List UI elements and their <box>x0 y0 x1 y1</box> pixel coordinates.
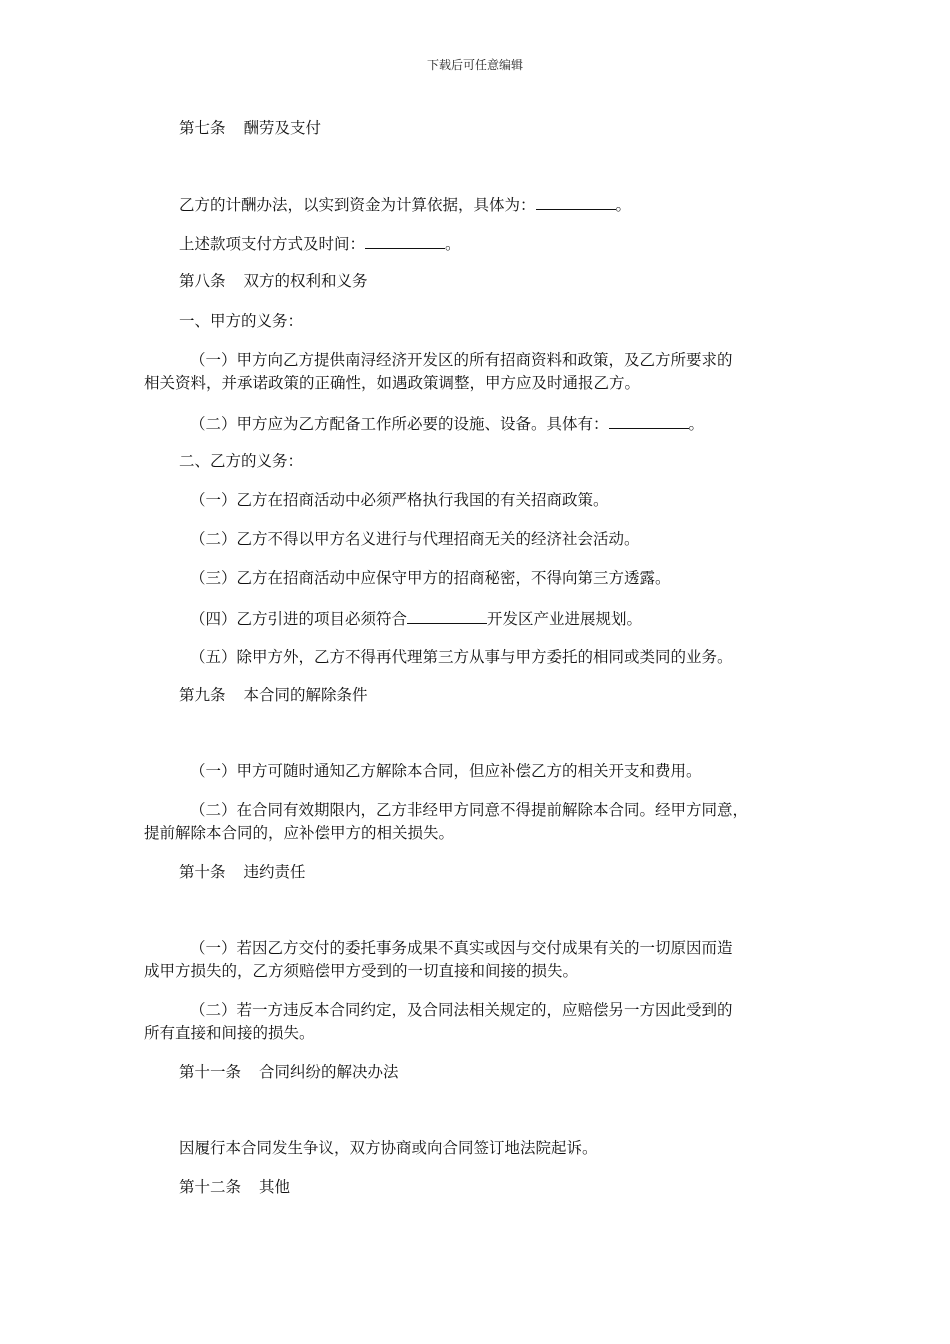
article-9-heading <box>179 684 843 707</box>
party-b-obligations-title: 二、乙方的义务： <box>179 452 304 470</box>
party-b-item-4-text: （四）乙方引进的项目必须符合 <box>190 610 408 628</box>
article-7-payment-terms <box>179 231 843 256</box>
article-12-heading <box>179 1176 843 1199</box>
article-12-title: 其他 <box>259 1178 291 1196</box>
party-b-item-4-end: 开发区产业进展规划。 <box>487 610 643 628</box>
article-11-number: 第十一条 <box>179 1063 242 1081</box>
article-7-heading <box>179 117 843 140</box>
party-a-obligations-title: 一、甲方的义务： <box>179 312 304 330</box>
calc-method-text: 乙方的计酬办法，以实到资金为计算依据，具体为： <box>179 196 536 214</box>
payment-terms-blank <box>365 231 445 249</box>
article-7-number: 第七条 <box>179 119 226 137</box>
article-8-heading <box>179 270 843 293</box>
party-a-item-1-line-2: 相关资料，并承诺政策的正确性，如遇政策调整，甲方应及时通报乙方。 <box>144 374 641 392</box>
payment-terms-text: 上述款项支付方式及时间： <box>179 235 366 253</box>
article-12-number: 第十二条 <box>179 1178 242 1196</box>
liability-item-2-line-2: 所有直接和间接的损失。 <box>144 1024 315 1042</box>
dispute-resolution-text: 因履行本合同发生争议，双方协商或向合同签订地法院起诉。 <box>179 1139 598 1157</box>
payment-terms-end: 。 <box>445 235 461 253</box>
party-a-item-2-end: 。 <box>688 415 705 433</box>
party-a-item-1-line-1: （一）甲方向乙方提供南浔经济开发区的所有招商资料和政策，及乙方所要求的 <box>190 351 733 369</box>
termination-item-1: （一）甲方可随时通知乙方解除本合同，但应补偿乙方的相关开支和费用。 <box>190 762 702 780</box>
article-8-number: 第八条 <box>179 272 226 290</box>
liability-item-2-line-1: （二）若一方违反本合同约定，及合同法相关规定的，应赔偿另一方因此受到的 <box>190 1001 733 1019</box>
calc-method-blank <box>536 192 616 210</box>
party-b-item-2: （二）乙方不得以甲方名义进行与代理招商无关的经济社会活动。 <box>190 530 640 548</box>
article-7-calc-method <box>179 192 843 217</box>
termination-item-2-line-2: 提前解除本合同的，应补偿甲方的相关损失。 <box>144 824 455 842</box>
liability-item-1-line-1: （一）若因乙方交付的委托事务成果不真实或因与交付成果有关的一切原因而造 <box>190 939 733 957</box>
article-9-title: 本合同的解除条件 <box>243 686 368 704</box>
party-b-item-5: （五）除甲方外，乙方不得再代理第三方从事与甲方委托的相同或类同的业务。 <box>190 648 733 666</box>
article-11-heading <box>179 1061 843 1084</box>
party-b-item-3: （三）乙方在招商活动中应保守甲方的招商秘密，不得向第三方透露。 <box>190 569 671 587</box>
liability-item-1-line-2: 成甲方损失的，乙方须赔偿甲方受到的一切直接和间接的损失。 <box>144 962 579 980</box>
party-b-item-4 <box>190 606 854 631</box>
article-10-heading <box>179 861 843 884</box>
article-10-title: 违约责任 <box>243 863 306 881</box>
article-8-title: 双方的权利和义务 <box>243 272 368 290</box>
article-11-title: 合同纠纷的解决办法 <box>259 1063 399 1081</box>
page-header: 下载后可任意编辑 <box>426 58 523 72</box>
calc-method-end: 。 <box>615 196 632 214</box>
article-9-number: 第九条 <box>179 686 226 704</box>
article-10-number: 第十条 <box>179 863 226 881</box>
party-b-item-4-blank <box>407 606 487 624</box>
party-b-item-1: （一）乙方在招商活动中必须严格执行我国的有关招商政策。 <box>190 491 609 509</box>
party-a-item-2 <box>190 411 854 436</box>
party-a-item-2-blank <box>609 411 689 429</box>
party-a-item-2-text: （二）甲方应为乙方配备工作所必要的设施、设备。具体有： <box>190 415 609 433</box>
article-7-title: 酬劳及支付 <box>243 119 322 137</box>
termination-item-2-line-1: （二）在合同有效期限内，乙方非经甲方同意不得提前解除本合同。经甲方同意， <box>190 801 749 819</box>
